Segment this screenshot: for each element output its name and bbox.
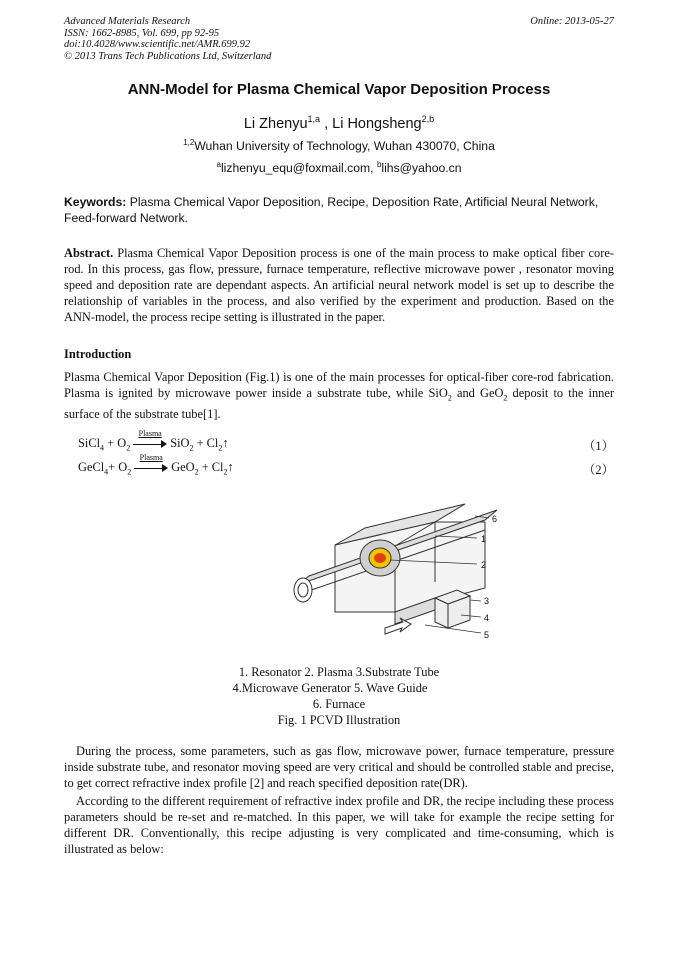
copyright: © 2013 Trans Tech Publications Ltd, Switzerland	[64, 50, 272, 62]
microwave-generator	[435, 590, 470, 628]
abstract	[64, 245, 614, 325]
intro-sub-2: 2	[503, 393, 508, 403]
eq1-arrow-label: Plasma	[138, 429, 162, 439]
eq1-reactant: SiCl	[78, 436, 101, 450]
keywords-label: Keywords:	[64, 195, 127, 209]
eq1-tail-sub: 2	[218, 443, 223, 453]
figure-label-2: 2	[481, 560, 487, 570]
email-a[interactable]: lizhenyu_equ@foxmail.com,	[220, 161, 377, 176]
journal-header	[64, 16, 271, 62]
author-1: Li Zhenyu	[243, 115, 308, 132]
figure-label-5: 5	[484, 630, 490, 640]
eq2-product: GeO	[171, 460, 195, 474]
eq2-arrow	[134, 453, 168, 474]
online-date: Online: 2013-05-27	[530, 16, 614, 27]
eq2-plus: + O	[108, 460, 128, 474]
eq2-reactant-sub: 4	[104, 467, 109, 477]
figure-label-1: 1	[481, 534, 487, 544]
eq1-arrow-head	[161, 440, 167, 448]
plasma-icon	[374, 553, 386, 563]
intro-text-3: deposit to the inner surface of the substrate tube[1].	[64, 386, 615, 422]
figure-caption-line-2: 4.Microwave Generator 5. Wave Guide	[232, 681, 428, 695]
eq1-o-sub: 2	[126, 443, 131, 453]
abstract-text: Plasma Chemical Vapor Deposition process is one of the main process to make optical fiber core-rod. In this process, gas flow, pressure, furnace temperature, reflective microwave power , resonator moving speed and deposition rate are dependant aspects. An artificial neural network model is set up to describe the relationship of variables in the process, and also verified by the experiment and production. Based on the ANN-model, the process recipe setting is illustrated in the paper.	[64, 246, 614, 324]
figure-label-6: 6	[492, 514, 498, 524]
affiliation-sup: 1,2	[183, 138, 195, 147]
eq1-product: SiO	[170, 436, 190, 450]
intro-text-2: and GeO	[451, 386, 504, 400]
pcvd-figure	[285, 500, 510, 650]
affiliation	[0, 138, 678, 153]
author-2-sup: 2,b	[421, 114, 435, 124]
equation-1-number: （1）	[583, 439, 614, 453]
email-a-sup: a	[216, 160, 221, 169]
eq2-o-sub: 2	[127, 467, 132, 477]
body-paragraph-3: According to the different requirement of refractive index profile and DR, the recipe including these process parameters should be re-set and re-matched. In this paper, we will take for example the recipe setting for different DR. Conventionally, this recipe adjusting is very complicated and time-consuming, which is illustrated as below:	[64, 794, 614, 856]
eq1-tail: + Cl	[193, 436, 219, 450]
keywords	[64, 195, 616, 226]
equation-1	[78, 429, 229, 453]
eq2-tail-sub: 2	[223, 467, 228, 477]
doi[interactable]: doi:10.4028/www.scientific.net/AMR.699.92	[64, 39, 251, 51]
keywords-text: Plasma Chemical Vapor Deposition, Recipe, Deposition Rate, Artificial Neural Network, Feed-forward Network.	[64, 195, 599, 225]
author-separator: ,	[320, 115, 333, 132]
eq2-reactant: GeCl	[78, 460, 105, 474]
eq2-arrow-line	[134, 468, 164, 469]
eq2-tail: + Cl	[198, 460, 224, 474]
paper-title: ANN-Model for Plasma Chemical Vapor Deposition Process	[127, 81, 551, 98]
email-b[interactable]: lihs@yahoo.cn	[381, 161, 462, 176]
author-1-sup: 1,a	[307, 114, 321, 124]
figure-caption-line-1: 1. Resonator 2. Plasma 3.Substrate Tube	[238, 665, 440, 679]
introduction-paragraph	[64, 369, 614, 422]
introduction-heading: Introduction	[64, 347, 132, 361]
figure-caption-line-3: 6. Furnace	[312, 697, 366, 711]
equation-2-number: （2）	[583, 463, 614, 477]
equation-2	[78, 453, 234, 477]
eq1-product-sub: 2	[189, 443, 194, 453]
eq1-arrow	[133, 429, 167, 450]
issn: ISSN: 1662-8985, Vol. 699, pp 92-95	[64, 27, 220, 39]
figure-caption-title: Fig. 1 PCVD Illustration	[277, 713, 401, 727]
intro-sub-1: 2	[447, 393, 452, 403]
intro-text-1: Plasma Chemical Vapor Deposition (Fig.1) is one of the main processes for optical-fiber core-rod fabrication. Plasma is ignited by microwave power inside a substrate tube, while SiO	[64, 370, 614, 400]
figure-label-4: 4	[484, 613, 490, 623]
authors	[0, 114, 678, 132]
eq1-up-arrow: ↑	[222, 436, 229, 450]
body-paragraph-2: During the process, some parameters, such as gas flow, microwave power, furnace temperature, pressure inside substrate tube, and resonator moving speed are very critical and should be controlled stable and precise, to get correct refractive index profile [2] and reach specified deposition rate(DR).	[64, 744, 614, 790]
eq2-arrow-head	[162, 464, 168, 472]
abstract-label: Abstract.	[64, 246, 114, 260]
eq2-arrow-label: Plasma	[139, 453, 163, 463]
figure-label-3: 3	[484, 596, 490, 606]
eq1-plus: + O	[104, 436, 127, 450]
eq2-product-sub: 2	[194, 467, 199, 477]
affiliation-text: Wuhan University of Technology, Wuhan 430070, China	[194, 139, 495, 154]
journal-name: Advanced Materials Research	[64, 16, 191, 27]
emails	[0, 160, 678, 175]
eq1-reactant-sub: 4	[100, 443, 105, 453]
author-2: Li Hongsheng	[332, 115, 422, 132]
email-b-sup: b	[376, 160, 382, 169]
eq2-up-arrow: ↑	[227, 460, 234, 474]
eq1-arrow-line	[133, 444, 163, 445]
